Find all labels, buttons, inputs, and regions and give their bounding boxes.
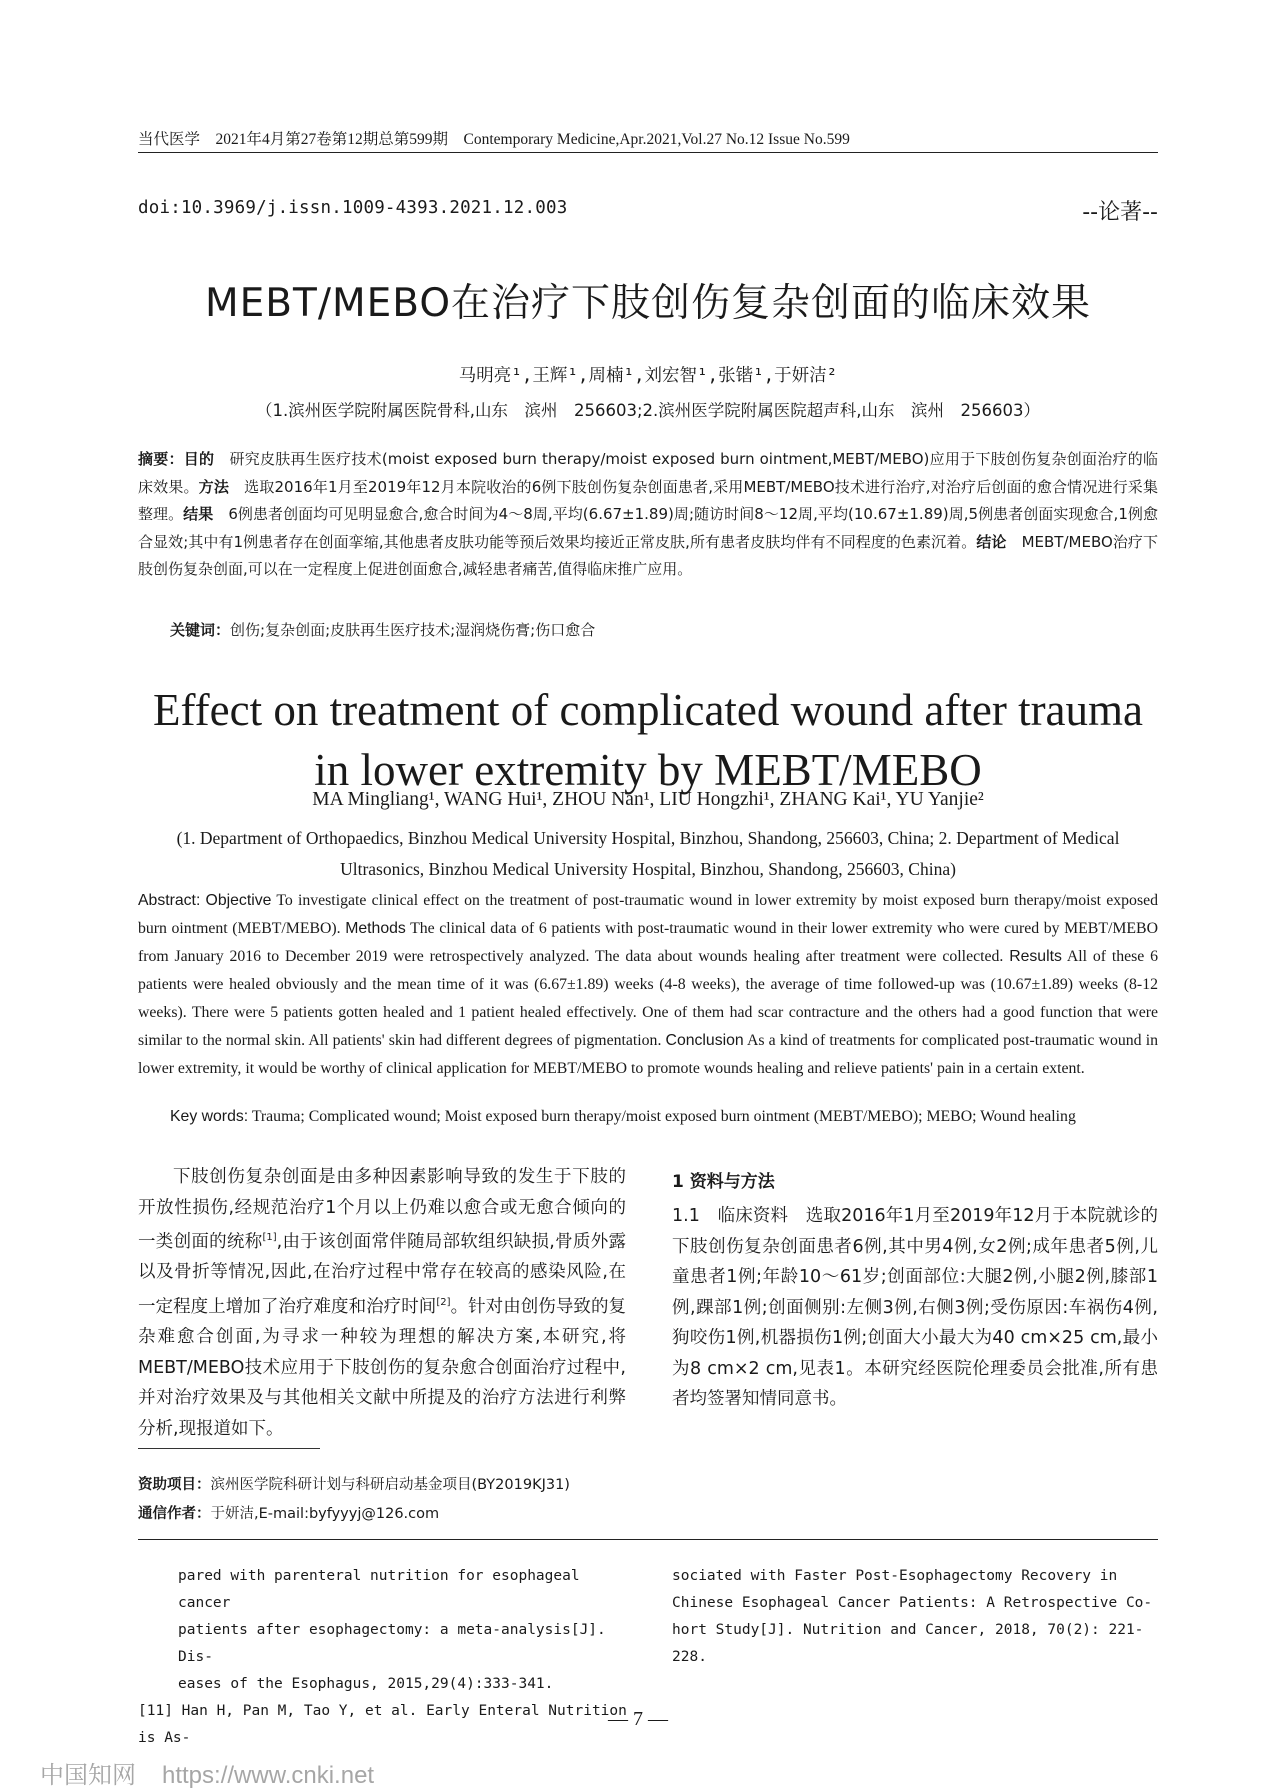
abstract-label: 摘要： [138,450,184,468]
conclusion-label: Conclusion [665,1032,744,1049]
english-abstract [138,887,1158,1083]
funding-note [138,1473,570,1494]
keywords-label: Key words: [170,1108,249,1125]
objective-text: 研究皮肤再生医疗技术(moist exposed burn therapy/moist exposed burn ointment,MEBT/MEBO)应用于下肢创伤复杂创面治疗的临床效果。 [138,450,1158,496]
reference-line: pared with parenteral nutrition for esophageal cancer [178,1568,580,1611]
conclusion-text: As a kind of treatments for complicated post-traumatic wound in lower extremity, it would be worthy of clinical application for MEBT/MEBO to promote wounds healing and relieve patients' pain in a certain extent. [138,1032,1158,1077]
english-affiliation: (1. Department of Orthopaedics, Binzhou Medical University Hospital, Binzhou, Shandong, 256603, China; 2. Department of Medical Ultrasonics, Binzhou Medical University Hospital, Binzhou, Shandong, 256603, China) [176,828,1120,879]
reference-line: sociated with Faster Post-Esophagectomy Recovery in [672,1568,1118,1584]
english-authors: MA Mingliang¹, WANG Hui¹, ZHOU Nan¹, LIU Hongzhi¹, ZHANG Kai¹, YU Yanjie² [312,789,984,810]
english-title: Effect on treatment of complicated wound after trauma in lower extremity by MEBT/MEBO [153,685,1143,795]
conclusion-label: 结论 [976,532,1007,551]
doi: doi:10.3969/j.issn.1009-4393.2021.12.003 [138,198,568,218]
keywords-text: 创伤;复杂创面;皮肤再生医疗技术;湿润烧伤膏;伤口愈合 [230,621,596,639]
methods-paragraph: 1.1 临床资料 选取2016年1月至2019年12月于本院就诊的下肢创伤复杂创面患者6例,其中男4例,女2例;成年患者5例,儿童患者1例;年龄10～61岁;创面部位:大腿2例,小腿2例,膝部1例,踝部1例;创面侧别:左侧3例,右侧3例;受伤原因:车祸伤4例,狗咬伤1例,机器损伤1例;创面大小最大为40 cm×25 cm,最小为8 cm×2 cm,见表1。本研究经医院伦理委员会批准,所有患者均签署知情同意书。 [672,1206,1158,1409]
reference-line: Chinese Esophageal Cancer Patients: A Retrospective Co- [672,1595,1153,1611]
corresponding-author-note [138,1502,439,1523]
header-rule [138,152,1158,153]
watermark-url: https://www.cnki.net [162,1762,375,1789]
keywords-text: Trauma; Complicated wound; Moist exposed burn therapy/moist exposed burn ointment (MEBT/MEBO); MEBO; Wound healing [251,1108,1076,1125]
abstract-label: Abstract: [138,892,201,909]
intro-text-3: 。针对由创伤导致的复杂难愈合创面,为寻求一种较为理想的解决方案,本研究,将MEBT/MEBO技术应用于下肢创伤的复杂愈合创面治疗过程中,并对治疗效果及与其他相关文献中所提及的治疗方法进行利弊分析,现报道如下。 [138,1296,627,1439]
reference-line: eases of the Esophagus, 2015,29(4):333-341. [178,1676,554,1692]
chinese-keywords [170,619,1160,640]
cnki-watermark [40,1755,374,1790]
methods-text: 选取2016年1月至2019年12月本院收治的6例下肢创伤复杂创面患者,采用MEBT/MEBO技术进行治疗,对治疗后创面的愈合情况进行采集整理。 [138,477,1158,523]
results-text: 6例患者创面均可见明显愈合,愈合时间为4～8周,平均(6.67±1.89)周;随访时间8～12周,平均(10.67±1.89)周,5例患者创面实现愈合,1例愈合显效;其中有1例患者存在创面挛缩,其他患者皮肤功能等预后效果均接近正常皮肤,所有患者皮肤均伴有不同程度的色素沉着。 [138,505,1158,551]
chinese-authors: 马明亮¹,王辉¹,周楠¹,刘宏智¹,张锴¹,于妍洁² [458,366,838,386]
introduction-paragraph [138,1162,626,1444]
intro-text-1: 下肢创伤复杂创面是由多种因素影响导致的发生于下肢的开放性损伤,经规范治疗1个月以上仍难以愈合或无愈合倾向的一类创面的统称 [138,1167,626,1252]
funding-label: 资助项目： [138,1477,211,1493]
corresponding-label: 通信作者： [138,1506,211,1522]
intro-text-2: ,由于该创面常伴随局部软组织缺损,骨质外露以及骨折等情况,因此,在治疗过程中常存在较高的感染风险,在一定程度上增加了治疗难度和治疗时间 [138,1231,627,1317]
article-type: --论著-- [1082,200,1158,225]
references-right-column [672,1563,1160,1671]
objective-label: 目的 [183,450,215,468]
chinese-abstract [138,446,1158,584]
results-label: 结果 [183,505,214,523]
objective-label: Objective [205,892,272,909]
chinese-affiliation: （1.滨州医学院附属医院骨科,山东 滨州 256603;2.滨州医学院附属医院超声科,山东 滨州 256603） [255,401,1040,420]
conclusion-text: MEBT/MEBO治疗下肢创伤复杂创面,可以在一定程度上促进创面愈合,减轻患者痛苦,值得临床推广应用。 [138,532,1158,578]
methods-label: Methods [345,920,406,937]
watermark-brand: 中国知网 [40,1761,136,1789]
results-label: Results [1009,948,1062,965]
references-rule [138,1539,1158,1540]
section-heading: 1 资料与方法 [672,1172,775,1192]
keywords-label: 关键词： [170,621,231,639]
citation[interactable]: [2] [436,1296,451,1308]
corresponding-text: 于妍洁,E-mail:byfyyyj@126.com [210,1506,440,1522]
methods-label: 方法 [198,477,229,496]
page-number: — 7 — [608,1708,668,1730]
reference-line: 228. [672,1649,707,1665]
objective-text: To investigate clinical effect on the treatment of post-traumatic wound in lower extremity by moist exposed burn therapy/moist exposed burn ointment (MEBT/MEBO). [138,892,1159,937]
funding-text: 滨州医学院科研计划与科研启动基金项目(BY2019KJ31) [210,1477,570,1493]
reference-line: hort Study[J]. Nutrition and Cancer, 2018, 70(2): 221- [672,1622,1144,1638]
citation[interactable]: [1] [262,1232,277,1243]
results-text: All of these 6 patients were healed obviously and the mean time of it was (6.67±1.89) weeks (4-8 weeks), the average of time followed-up was (10.67±1.89) weeks (8-12 weeks). There were 5 patients gotten healed and 1 patient healed effectively. One of them had scar contracture and the others had a good function that were similar to the normal skin. All patients' skin had different degrees of pigmentation. [138,948,1158,1049]
reference-line: [11] Han H, Pan M, Tao Y, et al. Early Enteral Nutrition is As- [138,1703,627,1746]
footnote-rule [138,1448,320,1449]
running-header: 当代医学 2021年4月第27卷第12期总第599期 Contemporary Medicine,Apr.2021,Vol.27 No.12 Issue No.599 [138,131,850,148]
methods-text: The clinical data of 6 patients with post-traumatic wound in their lower extremity who were cured by MEBT/MEBO from January 2016 to December 2019 were retrospectively analyzed. The data about wounds healing after treatment were collected. [138,920,1158,965]
chinese-title: MEBT/MEBO在治疗下肢创伤复杂创面的临床效果 [204,281,1092,326]
reference-line: patients after esophagectomy: a meta-analysis[J]. Dis- [178,1622,606,1665]
english-keywords [170,1108,1160,1126]
